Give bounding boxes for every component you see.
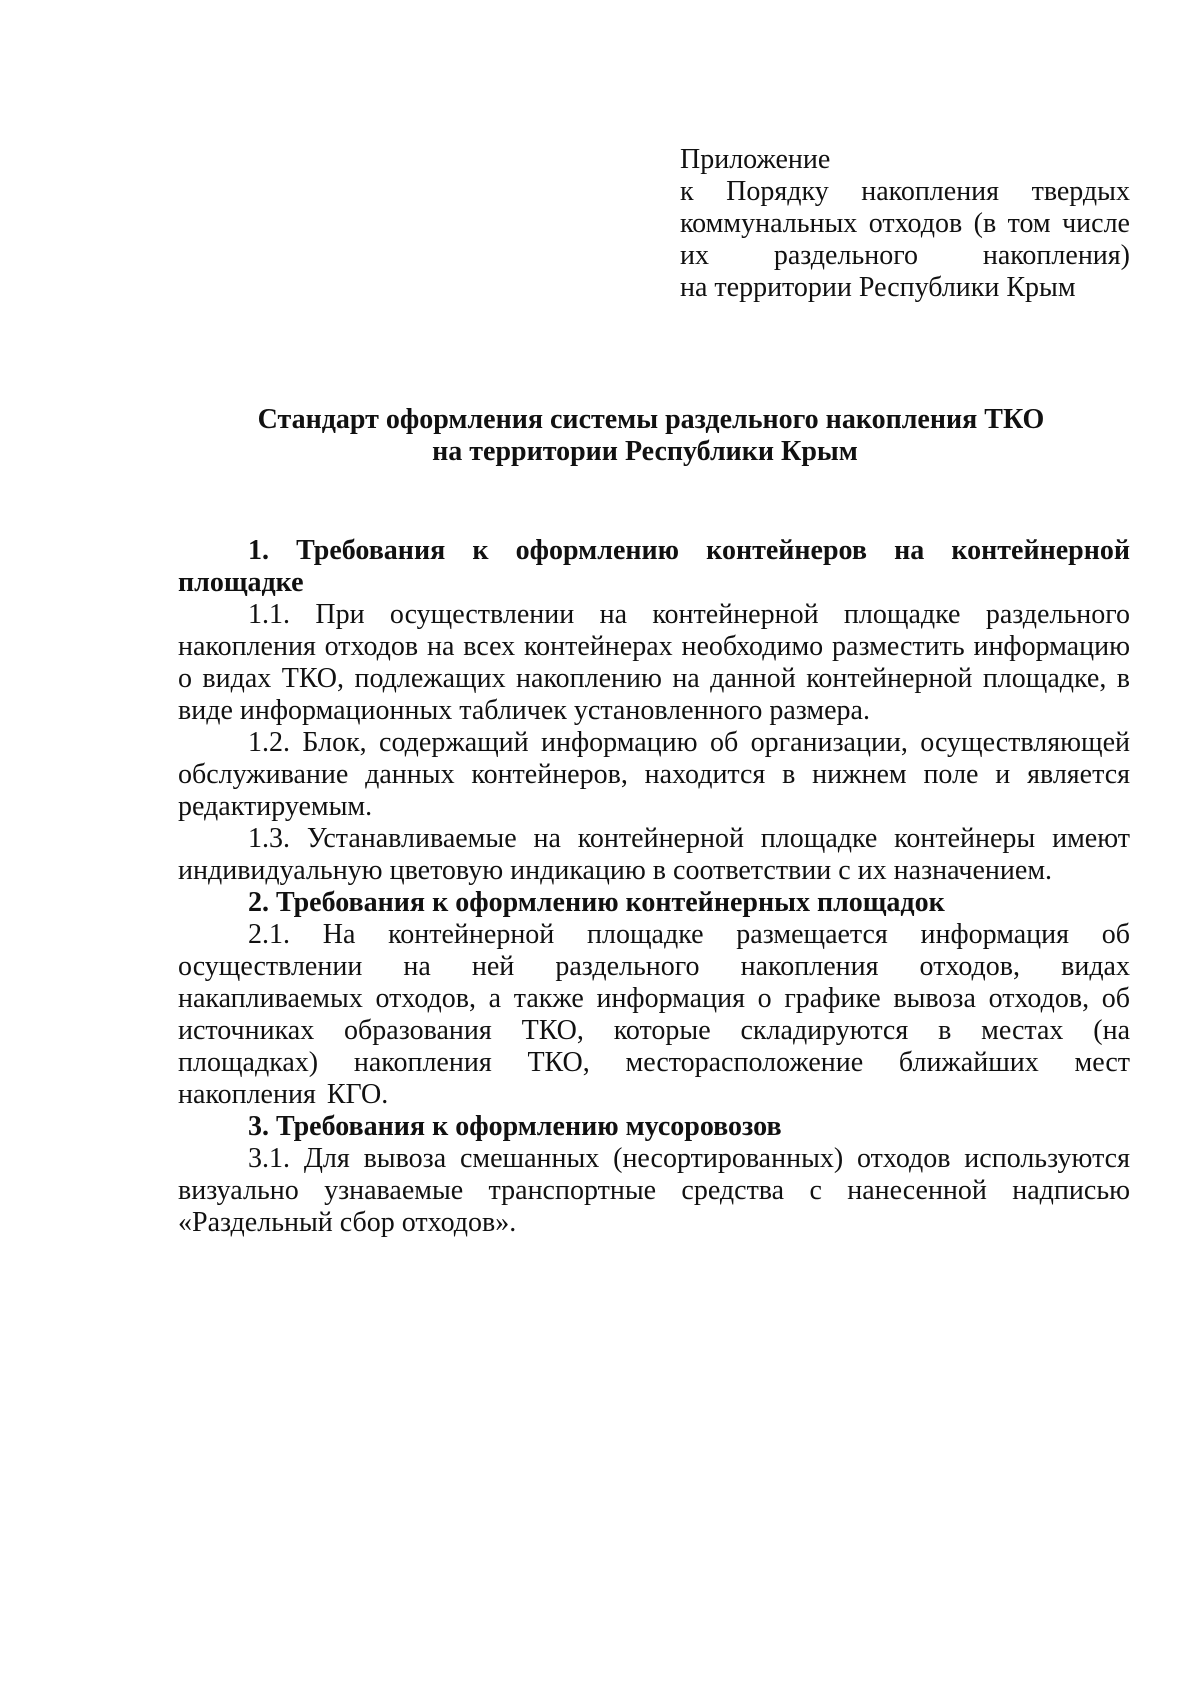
appendix-note [680,144,1130,304]
appendix-line-2: к Порядку накопления твердых [680,176,1130,207]
document-title-line-1: Стандарт оформления системы раздельного накопления ТКО [257,404,1045,435]
appendix-line-1: Приложение [680,144,831,175]
section-2-heading: 2. Требования к оформлению контейнерных площадок [248,887,945,918]
appendix-line-5: на территории Республики Крым [680,272,1076,303]
document-title-line-2: на территории Республики Крым [432,436,858,467]
paragraph-2-1: 2.1. На контейнерной площадке размещается информация об осуществлении на ней раздельного накопления отходов, видах накапливаемых отходов, а также информация о графике вывоза отходов, об источниках образования ТКО, которые складируются в местах (на площадках) накопления ТКО, месторасположение ближайших мест накопления КГО. [178,919,1130,1110]
section-1-heading: 1. Требования к оформлению контейнеров на контейнерной площадке [178,535,1130,598]
paragraph-1-2: 1.2. Блок, содержащий информацию об организации, осуществляющей обслуживание данных контейнеров, находится в нижнем поле и является редактируемым. [178,727,1130,822]
appendix-line-3: коммунальных отходов (в том числе [680,208,1130,239]
paragraph-3-1: 3.1. Для вывоза смешанных (несортированных) отходов используются визуально узнаваемые транспортные средства с нанесенной надписью «Раздельный сбор отходов». [178,1143,1130,1238]
paragraph-1-3: 1.3. Устанавливаемые на контейнерной площадке контейнеры имеют индивидуальную цветовую индикацию в соответствии с их назначением. [178,823,1130,886]
paragraph-1-1: 1.1. При осуществлении на контейнерной площадке раздельного накопления отходов на всех контейнерах необходимо разместить информацию о видах ТКО, подлежащих накоплению на данной контейнерной площадке, в виде информационных табличек установленного размера. [178,599,1130,726]
document-title [180,404,1110,468]
section-3-heading: 3. Требования к оформлению мусоровозов [248,1111,782,1142]
appendix-line-4: их раздельного накопления) [680,240,1130,271]
document-body [178,535,1130,1239]
